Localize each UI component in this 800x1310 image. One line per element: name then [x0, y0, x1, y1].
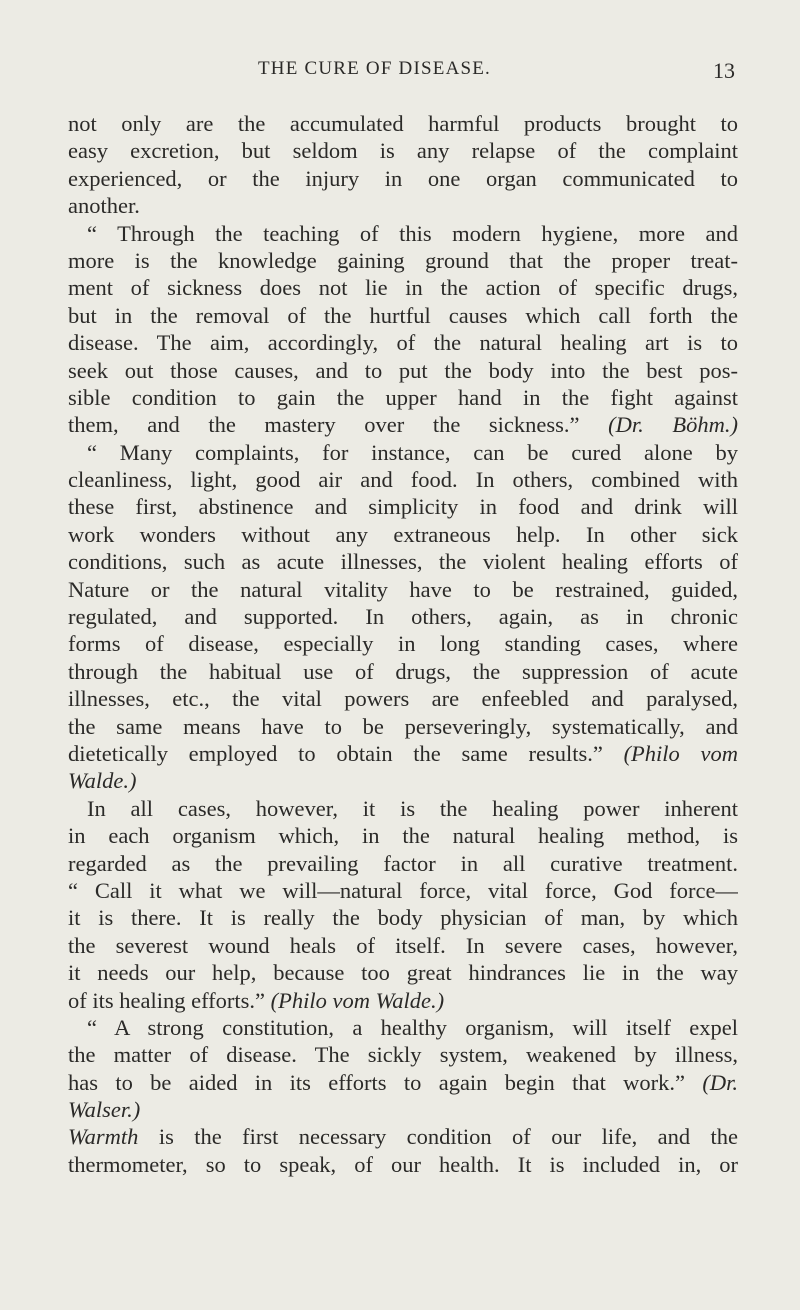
text-line [68, 850, 738, 877]
line-text: In all cases, however, it is the healing power inherent [87, 795, 738, 821]
text-line [68, 357, 738, 384]
text-line [68, 685, 738, 712]
text-line [68, 247, 738, 274]
line-text: another. [68, 193, 140, 219]
text-line [68, 877, 738, 904]
text-line [68, 110, 738, 137]
text-line [68, 959, 738, 986]
text-line [68, 1151, 738, 1178]
line-text: work wonders without any extraneous help. In other sick [68, 521, 738, 547]
line-text: it is there. It is really the body physician of man, by which [68, 905, 738, 931]
text-line [68, 220, 738, 247]
line-text: in each organism which, in the natural healing method, is [68, 823, 738, 849]
line-text: “ A strong constitution, a healthy organism, will itself expel [87, 1014, 738, 1040]
text-line [68, 987, 738, 1014]
text-line [68, 576, 738, 603]
line-text: these first, abstinence and simplicity in food and drink will [68, 494, 738, 520]
line-text: experienced, or the injury in one organ communicated to [68, 165, 738, 191]
page-number: 13 [713, 58, 735, 83]
citation: Walde.) [68, 768, 137, 794]
line-text: the same means have to be perseveringly, systematically, and [68, 713, 738, 739]
line-text: disease. The aim, accordingly, of the natural healing art is to [68, 330, 738, 356]
line-text: ment of sickness does not lie in the action of specific drugs, [68, 275, 738, 301]
italic-lead: Warmth [68, 1124, 139, 1150]
line-text: them, and the mastery over the sickness.” [68, 412, 580, 438]
text-line [68, 329, 738, 356]
text-line [68, 165, 738, 192]
text-line [68, 384, 738, 411]
line-text: has to be aided in its efforts to again begin that work.” [68, 1069, 686, 1095]
text-line [68, 1041, 738, 1068]
line-text: thermometer, so to speak, of our health. It is included in, or [68, 1151, 738, 1177]
text-line [68, 1014, 738, 1041]
text-line [68, 493, 738, 520]
text-line [68, 795, 738, 822]
text-line [68, 274, 738, 301]
text-line [68, 713, 738, 740]
line-text: seek out those causes, and to put the body into the best pos- [68, 357, 738, 383]
line-text: conditions, such as acute illnesses, the violent healing efforts of [68, 549, 738, 575]
text-line [68, 466, 738, 493]
line-text: is the first necessary condition of our life, and the [158, 1124, 738, 1150]
line-text: more is the knowledge gaining ground that the proper treat- [68, 247, 738, 273]
text-line [68, 302, 738, 329]
text-line [68, 767, 738, 794]
line-text: but in the removal of the hurtful causes which call forth the [68, 302, 738, 328]
line-text: regulated, and supported. In others, again, as in chronic [68, 604, 738, 630]
line-text: Nature or the natural vitality have to be restrained, guided, [68, 576, 738, 602]
line-text: forms of disease, especially in long standing cases, where [68, 631, 738, 657]
text-line [68, 548, 738, 575]
line-text: it needs our help, because too great hindrances lie in the way [68, 960, 738, 986]
text-line [68, 932, 738, 959]
line-text: the severest wound heals of itself. In severe cases, however, [68, 932, 738, 958]
text-line [68, 603, 738, 630]
line-text: easy excretion, but seldom is any relapse of the complaint [68, 138, 738, 164]
text-line [68, 411, 738, 438]
citation: (Dr. [702, 1069, 738, 1095]
text-line [68, 740, 738, 767]
line-text: the matter of disease. The sickly system, weakened by illness, [68, 1042, 738, 1068]
line-text: cleanliness, light, good air and food. In others, combined with [68, 467, 738, 493]
line-text: dietetically employed to obtain the same results.” [68, 740, 603, 766]
line-text: sible condition to gain the upper hand in the fight against [68, 384, 738, 410]
line-text: not only are the accumulated harmful products brought to [68, 111, 738, 136]
text-line [68, 521, 738, 548]
line-text: of its healing efforts.” [68, 987, 266, 1013]
body-text [68, 110, 738, 1178]
text-line [68, 1123, 738, 1150]
line-text: “ Many complaints, for instance, can be cured alone by [87, 439, 738, 465]
line-text: “ Call it what we will—natural force, vital force, God force— [68, 877, 738, 903]
text-line [68, 439, 738, 466]
text-line [68, 137, 738, 164]
text-line [68, 1096, 738, 1123]
citation: (Dr. Böhm.) [608, 412, 738, 438]
citation: (Philo vom Walde.) [270, 987, 445, 1013]
text-line [68, 822, 738, 849]
line-text: “ Through the teaching of this modern hygiene, more and [87, 220, 738, 246]
text-line [68, 1069, 738, 1096]
line-text: through the habitual use of drugs, the suppression of acute [68, 658, 738, 684]
running-head: THE CURE OF DISEASE. [258, 58, 492, 79]
citation: (Philo vom [623, 740, 738, 766]
citation: Walser.) [68, 1097, 141, 1123]
text-line [68, 658, 738, 685]
text-line [68, 904, 738, 931]
text-line [68, 192, 738, 219]
text-line [68, 630, 738, 657]
line-text: regarded as the prevailing factor in all curative treatment. [68, 850, 738, 876]
line-text: illnesses, etc., the vital powers are enfeebled and paralysed, [68, 686, 738, 712]
